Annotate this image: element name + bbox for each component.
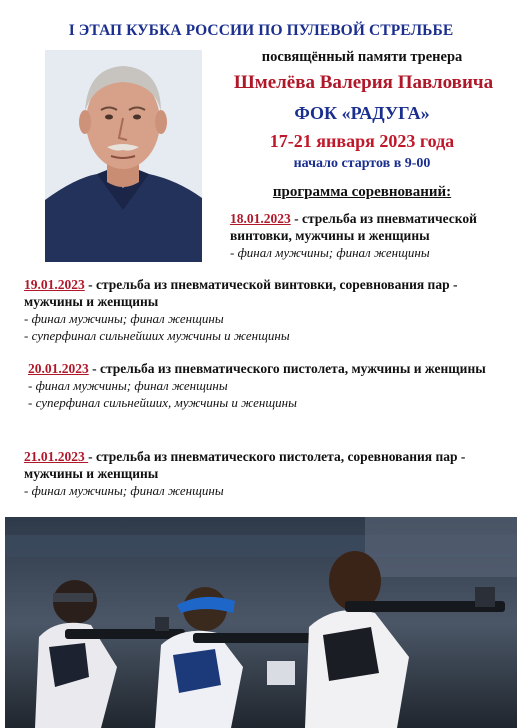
schedule-day-4 xyxy=(24,448,514,499)
schedule-date: 18.01.2023 xyxy=(230,211,291,226)
schedule-day-3 xyxy=(28,360,518,411)
coach-name: Шмелёва Валерия Павловича xyxy=(233,72,494,93)
schedule-item: - суперфинал сильнейших мужчины и женщины xyxy=(24,328,290,343)
portrait-illustration xyxy=(45,50,202,262)
schedule-item: - суперфинал сильнейших, мужчины и женщины xyxy=(28,395,297,410)
event-dates: 17-21 января 2023 года xyxy=(269,131,455,151)
coach-portrait xyxy=(45,50,202,262)
venue-name: ФОК «РАДУГА» xyxy=(294,103,430,123)
schedule-day-heading xyxy=(230,210,522,244)
schedule-item: - финал мужчины; финал женщины xyxy=(230,245,430,260)
schedule-item: - финал мужчины; финал женщины xyxy=(24,483,224,498)
schedule-item: - финал мужчины; финал женщины xyxy=(24,311,224,326)
poster-title: I ЭТАП КУБКА РОССИИ ПО ПУЛЕВОЙ СТРЕЛЬБЕ xyxy=(68,22,454,39)
schedule-day-1 xyxy=(230,210,522,261)
program-heading: программа соревнований: xyxy=(272,184,452,200)
schedule-event: - стрельба из пневматического пистолета, соревнования пар - мужчины и женщины xyxy=(24,449,466,481)
schedule-day-heading xyxy=(24,448,514,482)
schedule-event: - стрельба из пневматической винтовки, мужчины и женщины xyxy=(230,211,477,243)
schedule-event: - стрельба из пневматической винтовки, соревнования пар - мужчины и женщины xyxy=(24,277,458,309)
schedule-day-2 xyxy=(24,276,514,344)
start-time: начало стартов в 9-00 xyxy=(293,156,431,171)
schedule-day-heading xyxy=(28,360,518,377)
dedication-line: посвящённый памяти тренера xyxy=(261,49,463,65)
schedule-date: 20.01.2023 xyxy=(28,361,89,376)
shooters-banner-image xyxy=(5,517,517,728)
schedule-date: 19.01.2023 xyxy=(24,277,85,292)
schedule-event: - стрельба из пневматического пистолета, мужчины и женщины xyxy=(88,361,486,376)
schedule-item: - финал мужчины; финал женщины xyxy=(28,378,228,393)
schedule-day-heading xyxy=(24,276,514,310)
shooters-illustration xyxy=(5,517,517,728)
schedule-date: 21.01.2023 xyxy=(24,449,89,464)
